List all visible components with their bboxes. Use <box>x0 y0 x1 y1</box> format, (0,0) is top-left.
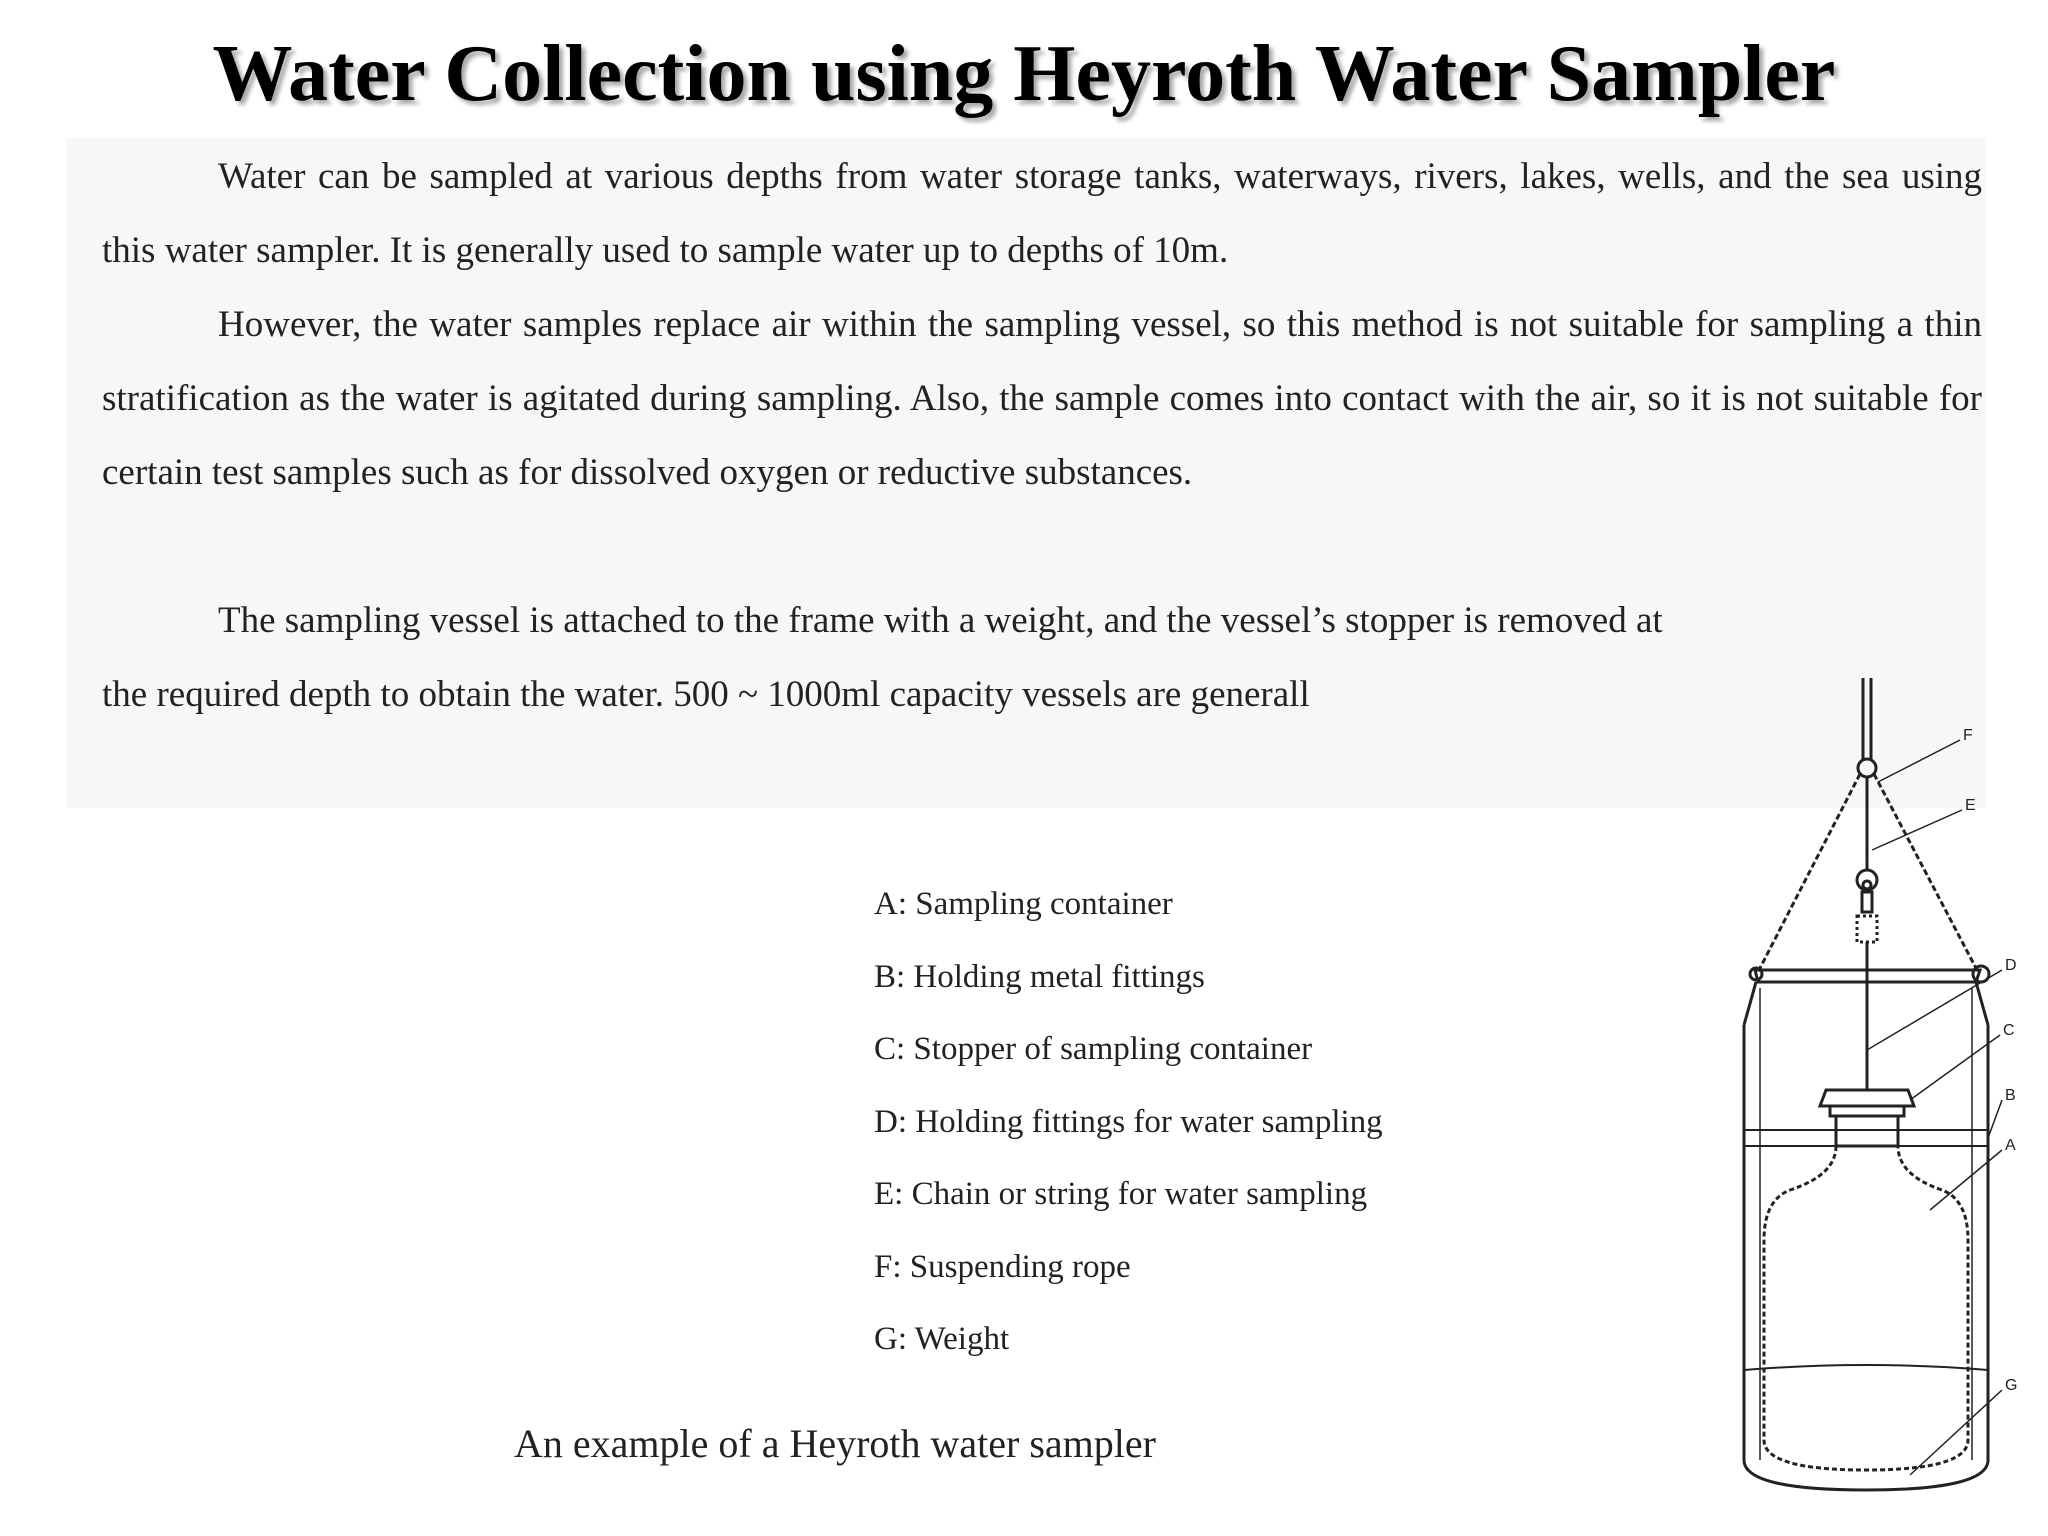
diagram-drawing <box>1744 678 2002 1490</box>
diagram-label-d: D <box>2005 957 2017 974</box>
legend-item-d: D: Holding fittings for water sampling <box>874 1103 1383 1140</box>
figure-caption: An example of a Heyroth water sampler <box>514 1421 1156 1466</box>
diagram-legend <box>874 876 1383 1384</box>
legend-item-b: B: Holding metal fittings <box>874 958 1205 995</box>
legend-item-c: C: Stopper of sampling container <box>874 1031 1313 1067</box>
diagram-label-a: A <box>2005 1137 2016 1154</box>
heyroth-sampler-diagram <box>1700 670 2040 1500</box>
holding-metal-fittings <box>1744 1130 1988 1146</box>
diagram-label-f: F <box>1963 727 1973 744</box>
paragraph-limitations <box>102 288 1982 510</box>
paragraph-sampling-locations <box>102 140 1982 288</box>
paragraph-3-line-1: The sampling vessel is attached to the frame with a weight, and the vessel’s stopper is removed at <box>218 600 1663 641</box>
paragraph-1-text: Water can be sampled at various depths from water storage tanks, waterways, rivers, lakes, wells, and the sea using this water sampler. It is generally used to sample water up to depths of 10m. <box>102 156 1982 271</box>
diagram-label-c: C <box>2003 1022 2015 1039</box>
sampling-container <box>1764 1146 1968 1470</box>
legend-item-e: E: Chain or string for water sampling <box>874 1176 1368 1212</box>
diagram-label-b: B <box>2005 1087 2016 1104</box>
paragraph-2-text: However, the water samples replace air within the sampling vessel, so this method is not suitable for sampling a thin stratification as the water is agitated during sampling. Also, the sample comes into contact with the air, so it is not suitable for certain test samples such as for dissolved oxygen or reductive substances. <box>102 304 1982 493</box>
weight-bottom <box>1744 1460 1988 1490</box>
weight-top-edge <box>1744 1365 1988 1370</box>
legend-item-f: F: Suspending rope <box>874 1248 1131 1285</box>
diagram-label-e: E <box>1965 797 1976 814</box>
paragraph-3-line-2: the required depth to obtain the water. 500 ~ 1000ml capacity vessels are generall <box>102 674 1310 715</box>
holding-fitting-rod-top <box>1857 916 1877 942</box>
stopper <box>1820 1090 1914 1106</box>
legend-item-g: G: Weight <box>874 1321 1010 1357</box>
page-title: Water Collection using Heyroth Water Sampler <box>212 30 1836 118</box>
diagram-label-g: G <box>2005 1377 2018 1394</box>
top-ring <box>1858 759 1876 777</box>
legend-item-a: A: Sampling container <box>874 886 1173 922</box>
paragraph-procedure <box>102 584 1982 658</box>
